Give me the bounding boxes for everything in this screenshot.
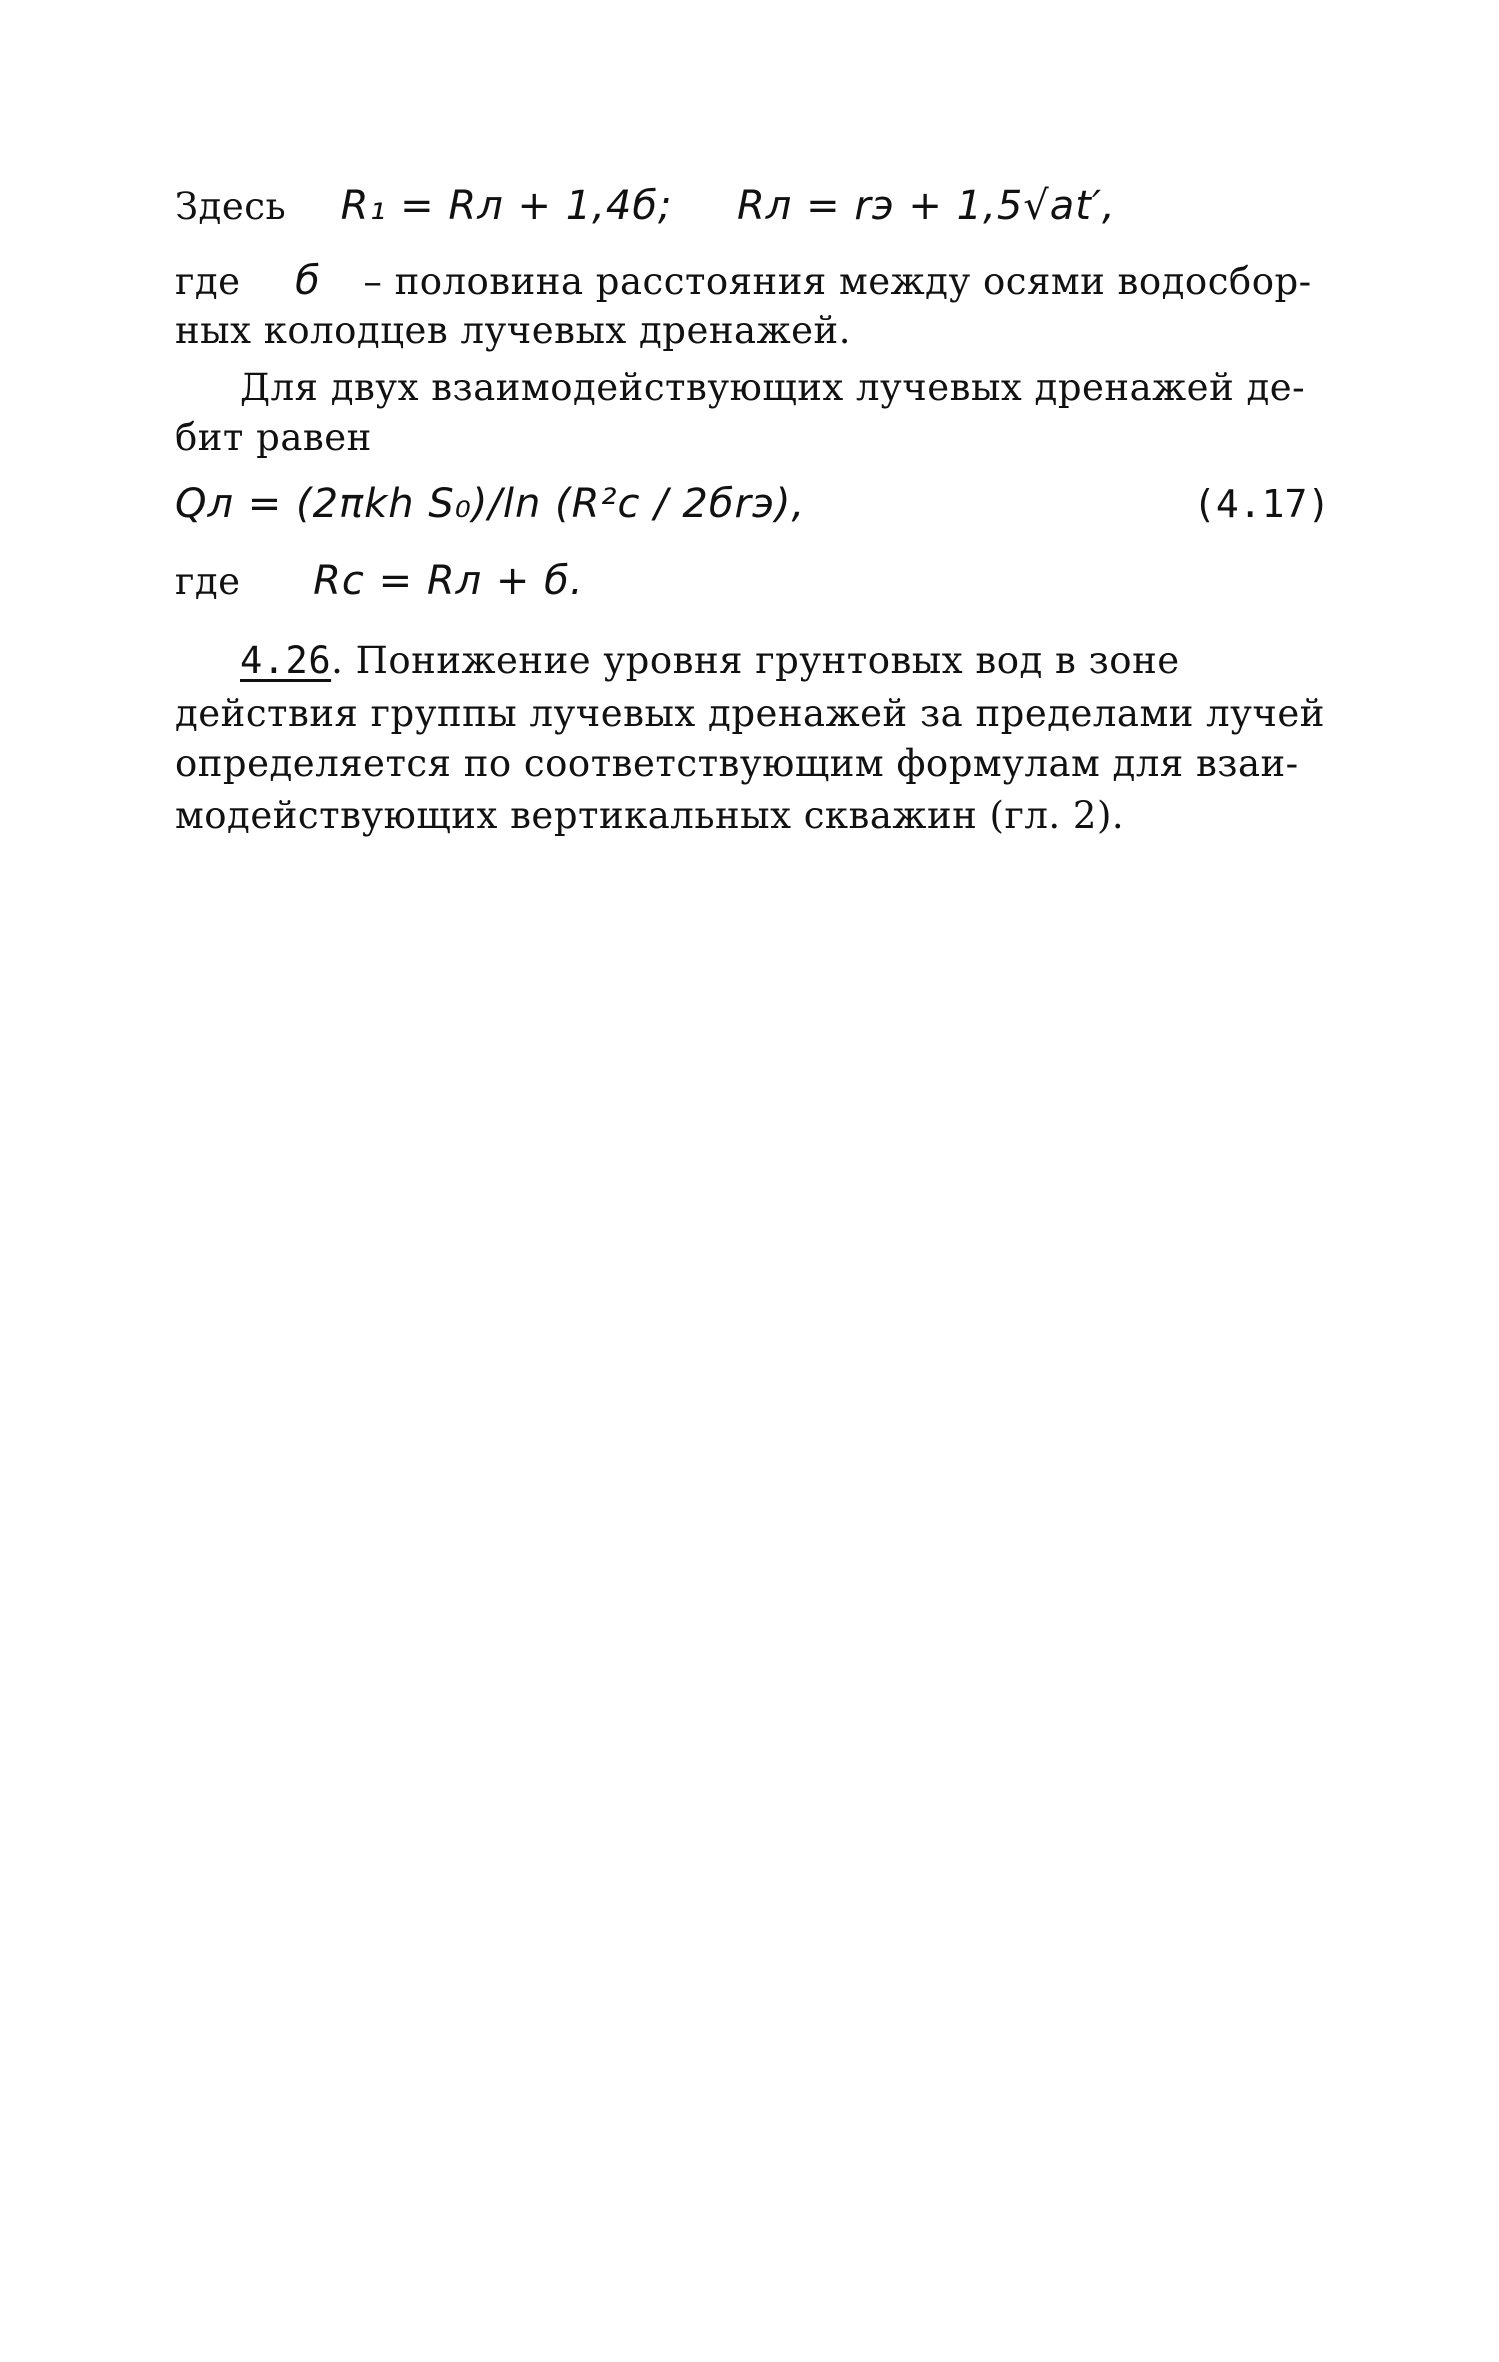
text-line-1 — [175, 180, 1116, 233]
symbol-sigma: б — [295, 258, 321, 304]
text-line-10 — [175, 738, 1299, 790]
formula-rc: Rc = Rл + б. — [313, 558, 584, 604]
text-line-9-content: действия группы лучевых дренажей за пределами лучей — [175, 692, 1325, 735]
text-line-7 — [175, 555, 584, 608]
text-line-11-content: модействующих вертикальных скважин (гл. 2). — [175, 794, 1125, 837]
formula-rl: Rл = rэ + 1,5√at′, — [737, 183, 1116, 229]
formula-r1: R₁ = Rл + 1,4б; — [340, 183, 673, 229]
equation-4-17 — [175, 478, 805, 531]
formula-ql: Qл = (2πkh S₀)/ln (R²c / 2бrэ), — [175, 481, 806, 527]
equation-number: (4.17) — [1193, 482, 1331, 526]
text-line-3-content: ных колодцев лучевых дренажей. — [175, 309, 851, 352]
text-line-10-content: определяется по соответствующим формулам для взаи- — [175, 742, 1299, 785]
text-line-4 — [240, 362, 1305, 414]
word-zdes: Здесь — [175, 185, 287, 228]
text-line-5-content: бит равен — [175, 416, 372, 459]
text-line-11 — [175, 790, 1124, 842]
paragraph-number: 4.26 — [240, 639, 332, 682]
text-line-3 — [175, 305, 851, 357]
word-gde-2: где — [175, 560, 241, 603]
text-line-9 — [175, 688, 1325, 740]
text-line-4-content: Для двух взаимодействующих лучевых дренажей де- — [240, 366, 1306, 409]
text-line-8-content: . Понижение уровня грунтовых вод в зоне — [331, 639, 1180, 682]
word-gde: где — [175, 260, 241, 303]
text-line-2 — [175, 255, 1312, 308]
text-line-5 — [175, 412, 372, 464]
text-line-8 — [240, 635, 1180, 687]
definition-text: – половина расстояния между осями водосбор- — [363, 260, 1312, 303]
